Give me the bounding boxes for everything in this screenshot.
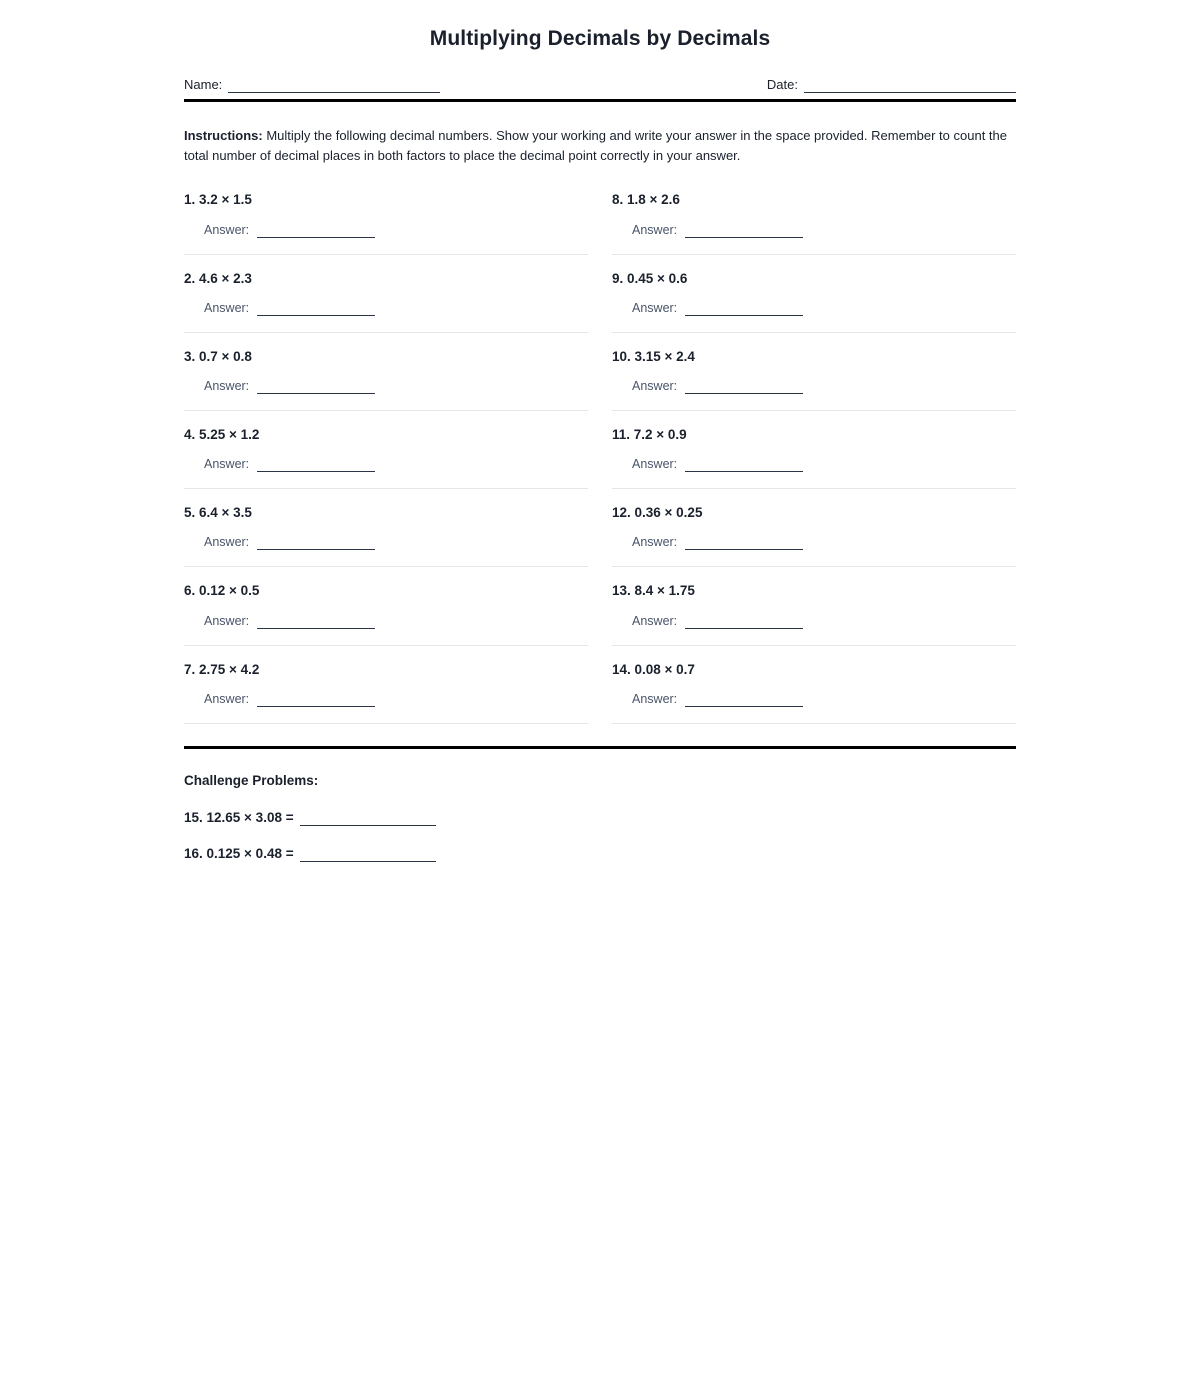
date-label: Date: (766, 77, 798, 93)
problem-item (612, 505, 1016, 567)
answer-label: Answer: (204, 691, 250, 706)
date-input-blank[interactable] (804, 78, 1016, 93)
problem-expression: 5. 6.4 × 3.5 (184, 505, 252, 521)
answer-blank[interactable] (257, 536, 375, 550)
challenge-heading: Challenge Problems: (184, 772, 319, 788)
answer-row (184, 379, 588, 394)
answer-blank[interactable] (685, 224, 803, 238)
answer-label: Answer: (204, 222, 250, 237)
problem-expression: 6. 0.12 × 0.5 (184, 583, 260, 599)
instructions-text: Multiply the following decimal numbers. Show your working and write your answer in the space provided. Remember to count the total number of decimal places in both factors to place the decimal point correctly in your answer. (184, 128, 1007, 164)
challenge-item (184, 846, 1016, 862)
answer-row (612, 223, 1016, 238)
answer-label: Answer: (632, 691, 678, 706)
answer-row (184, 223, 588, 238)
answer-label: Answer: (204, 379, 250, 394)
answer-blank[interactable] (257, 224, 375, 238)
challenge-item (184, 810, 1016, 826)
answer-blank[interactable] (257, 458, 375, 472)
challenge-answer-blank[interactable] (300, 847, 436, 862)
answer-label: Answer: (632, 535, 678, 550)
answer-row (612, 535, 1016, 550)
answer-row (184, 301, 588, 316)
problem-expression: 14. 0.08 × 0.7 (612, 661, 695, 677)
problem-column-right (612, 192, 1016, 723)
answer-blank[interactable] (685, 302, 803, 316)
instructions-label: Instructions: (184, 128, 263, 144)
challenge-expression: 16. 0.125 × 0.48 = (184, 845, 294, 861)
answer-blank[interactable] (685, 380, 803, 394)
page-title: Multiplying Decimals by Decimals (429, 27, 771, 50)
student-info-row (184, 77, 1016, 93)
problem-expression: 10. 3.15 × 2.4 (612, 348, 695, 364)
problem-item (184, 349, 588, 411)
problem-item (184, 505, 588, 567)
problem-expression: 7. 2.75 × 4.2 (184, 661, 260, 677)
answer-blank[interactable] (257, 615, 375, 629)
answer-label: Answer: (632, 457, 678, 472)
answer-row (184, 614, 588, 629)
header-divider (184, 99, 1016, 102)
answer-blank[interactable] (685, 458, 803, 472)
answer-blank[interactable] (685, 536, 803, 550)
problem-item (184, 583, 588, 645)
problem-grid (184, 192, 1016, 723)
name-field-group (184, 77, 440, 93)
problem-column-left (184, 192, 588, 723)
answer-label: Answer: (632, 379, 678, 394)
answer-row (184, 692, 588, 707)
answer-blank[interactable] (257, 380, 375, 394)
answer-blank[interactable] (685, 615, 803, 629)
problem-expression: 2. 4.6 × 2.3 (184, 270, 252, 286)
challenge-answer-blank[interactable] (300, 811, 436, 826)
answer-row (612, 692, 1016, 707)
challenge-expression: 15. 12.65 × 3.08 = (184, 809, 294, 825)
problem-item (184, 271, 588, 333)
problem-expression: 11. 7.2 × 0.9 (612, 427, 687, 443)
problem-expression: 13. 8.4 × 1.75 (612, 583, 695, 599)
answer-label: Answer: (204, 457, 250, 472)
problem-item (612, 583, 1016, 645)
answer-blank[interactable] (257, 693, 375, 707)
problem-expression: 3. 0.7 × 0.8 (184, 348, 252, 364)
problem-expression: 12. 0.36 × 0.25 (612, 505, 703, 521)
name-label: Name: (184, 77, 223, 93)
answer-row (612, 457, 1016, 472)
answer-label: Answer: (204, 613, 250, 628)
challenge-divider (184, 746, 1016, 749)
problem-expression: 4. 5.25 × 1.2 (184, 427, 260, 443)
answer-row (612, 379, 1016, 394)
answer-row (612, 614, 1016, 629)
problem-item (184, 662, 588, 724)
answer-label: Answer: (204, 535, 250, 550)
problem-expression: 9. 0.45 × 0.6 (612, 270, 688, 286)
problem-item (612, 192, 1016, 254)
date-field-group (767, 77, 1016, 93)
name-input-blank[interactable] (228, 78, 440, 93)
problem-expression: 8. 1.8 × 2.6 (612, 192, 680, 208)
answer-row (184, 457, 588, 472)
problem-item (184, 192, 588, 254)
problem-item (612, 662, 1016, 724)
answer-row (184, 535, 588, 550)
answer-blank[interactable] (685, 693, 803, 707)
answer-label: Answer: (632, 222, 678, 237)
problem-item (612, 349, 1016, 411)
problem-expression: 1. 3.2 × 1.5 (184, 192, 252, 208)
problem-item (184, 427, 588, 489)
answer-label: Answer: (204, 300, 250, 315)
answer-label: Answer: (632, 300, 678, 315)
answer-row (612, 301, 1016, 316)
problem-item (612, 271, 1016, 333)
problem-item (612, 427, 1016, 489)
answer-label: Answer: (632, 613, 678, 628)
instructions-paragraph (184, 126, 1016, 166)
answer-blank[interactable] (257, 302, 375, 316)
